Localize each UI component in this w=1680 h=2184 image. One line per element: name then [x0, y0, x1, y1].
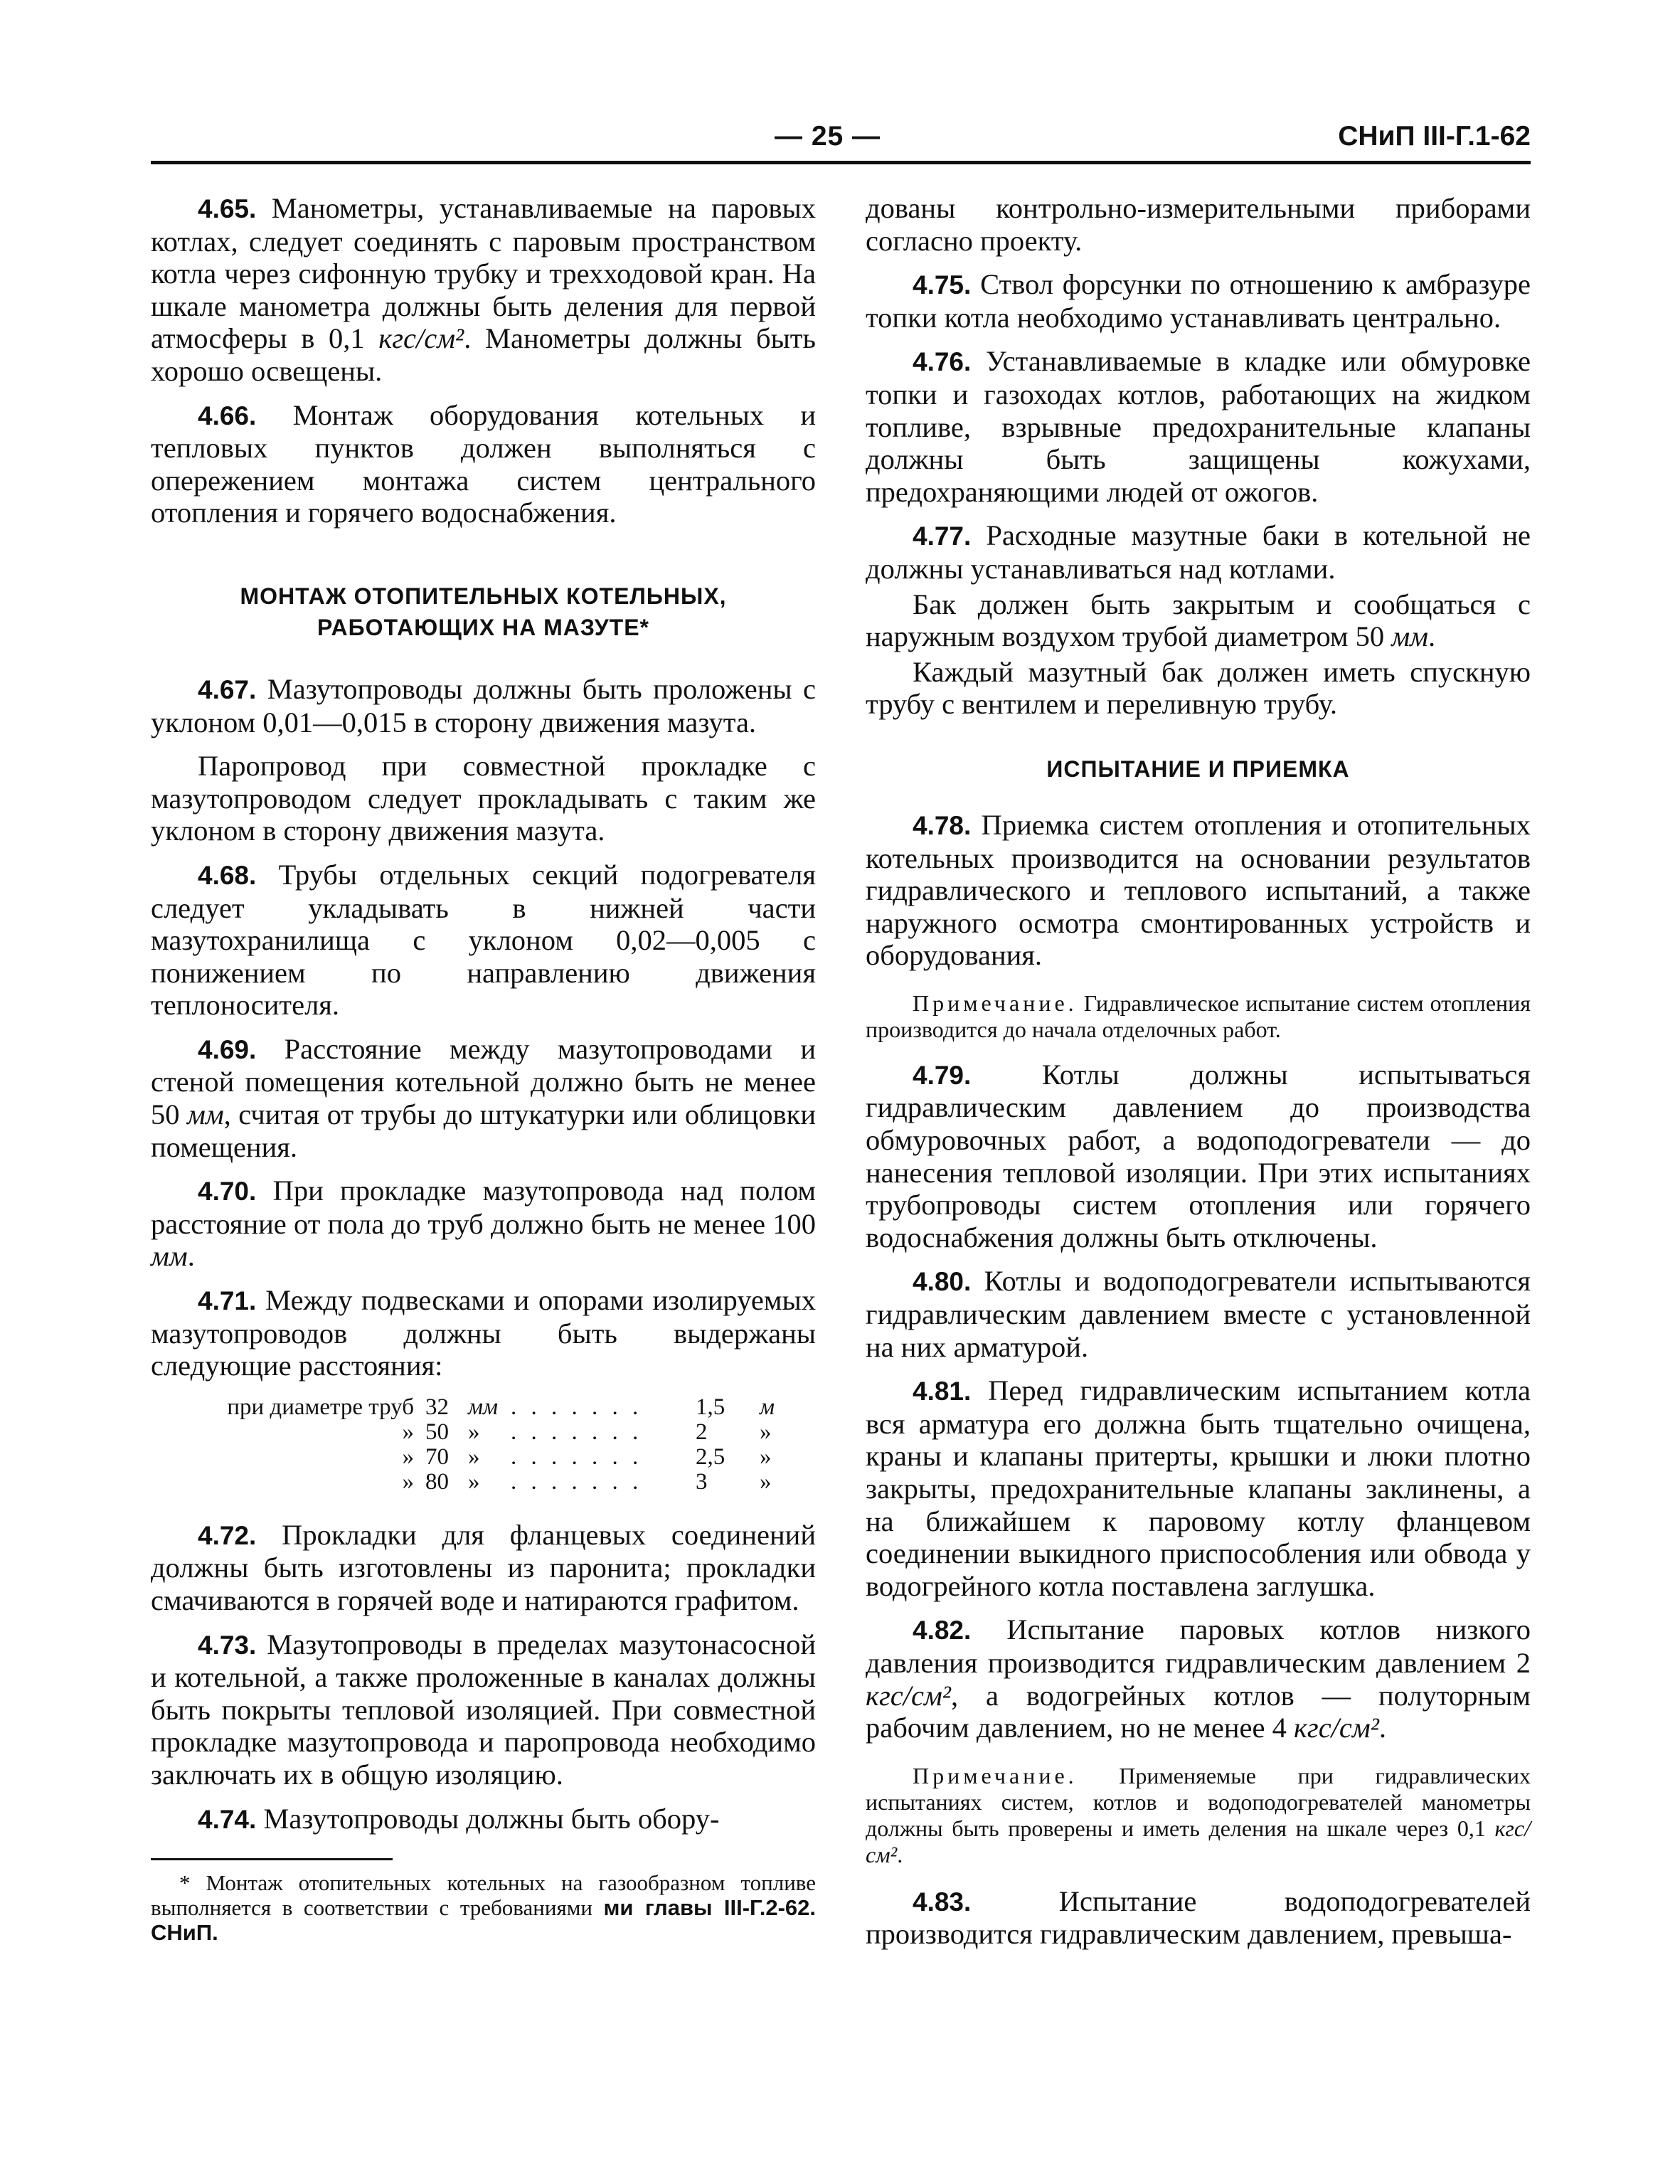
page-header: [151, 107, 1531, 157]
footnote: * Монтаж отопительных котельных на газообразном топливе выполняется в соответствии с требованиями ми главы III-Г.2-62. СНиП.: [151, 1870, 816, 1946]
paragraph-4-77-c: Каждый мазутный бак должен иметь спускную трубу с вентилем и переливную трубу.: [866, 655, 1531, 721]
table-row: при диаметре труб 32 мм . . . . . . . 1,5 м: [227, 1394, 775, 1420]
paragraph-4-74: 4.74. Мазутопроводы должны быть обору-: [198, 1802, 720, 1835]
paragraph-4-74-continued: дованы контрольно-измерительными приборами согласно проекту.: [866, 192, 1531, 257]
document-code: СНиП III-Г.1-62: [1338, 121, 1531, 152]
paragraph-4-78: 4.78. Приемка систем отопления и отопительных котельных производится на основании результатов гидравлического и теплового испытаний, а также наружного осмотра смонтированных устройств и оборудования.: [866, 808, 1531, 972]
paragraph-4-80: 4.80. Котлы и водоподогреватели испытываются гидравлическим давлением вместе с установленной на них арматурой.: [866, 1265, 1531, 1363]
paragraph-4-66: 4.66. Монтаж оборудования котельных и тепловых пунктов должен выполняться с опережением монтажа систем центрального отопления и горячего водоснабжения.: [151, 398, 817, 529]
paragraph-4-79: 4.79. Котлы должны испытываться гидравлическим давлением до производства обмуровочных работ, а водоподогреватели — до нанесения тепловой изоляции. При этих испытаниях трубопроводы систем отопления или горячего водоснабжения должны быть отключены.: [866, 1058, 1531, 1253]
footnote-rule: [151, 1858, 393, 1860]
note-manometers: Примечание. Применяемые при гидравлических испытаниях систем, котлов и водоподогревателей манометры должны быть проверены и иметь деления на шкале через 0,1 кгс/см².: [866, 1762, 1531, 1867]
paragraph-4-70: 4.70. При прокладке мазутопровода над полом расстояние от пола до труб должно быть не менее 100 мм.: [151, 1175, 817, 1273]
table-row: » 80 » . . . . . . . 3 »: [402, 1468, 772, 1495]
section-heading-mazut: МОНТАЖ ОТОПИТЕЛЬНЫХ КОТЕЛЬНЫХ, РАБОТАЮЩИХ НА МАЗУТЕ*: [240, 583, 727, 640]
table-row: » 70 » . . . . . . . 2,5 »: [402, 1443, 772, 1470]
paragraph-4-82: 4.82. Испытание паровых котлов низкого давления производится гидравлическим давлением 2 кгс/см², а водогрейных котлов — полуторным рабочим давлением, но не менее 4 кгс/см².: [866, 1613, 1531, 1744]
paragraph-4-65: 4.65. Манометры, устанавливаемые на паровых котлах, следует соединять с паровым пространством котла через сифонную трубку и трехходовой кран. На шкале манометра должны быть деления для первой атмосферы в 0,1 кгс/см². Манометры должны быть хорошо освещены.: [151, 192, 817, 387]
paragraph-4-71: 4.71. Между подвесками и опорами изолируемых мазутопроводов должны быть выдержаны следующие расстояния:: [151, 1284, 816, 1382]
paragraph-4-81: 4.81. Перед гидравлическим испытанием котла вся арматура его должна быть тщательно очищена, краны и клапаны притерты, крышки и люки плотно закрыты, предохранительные клапаны заклинены, а на ближайшем к паровому котлу фланцевом соединении выкидного приспособления или обвода у водогрейного котла поставлена заглушка.: [866, 1374, 1531, 1602]
page-number: — 25 —: [775, 121, 881, 152]
paragraph-4-76: 4.76. Устанавливаемые в кладке или обмуровке топки и газоходах котлов, работающих на жидком топливе, взрывные предохранительные клапаны должны быть защищены кожухами, предохраняющими людей от ожогов.: [866, 345, 1531, 508]
paragraph-4-69: 4.69. Расстояние между мазутопроводами и стеной помещения котельной должно быть не менее 50 мм, считая от трубы до штукатурки или облицовки помещения.: [151, 1032, 817, 1163]
right-column: [866, 192, 1531, 1951]
paragraph-4-77: 4.77. Расходные мазутные баки в котельной не должны устанавливаться над котлами.: [866, 519, 1531, 585]
paragraph-4-67-b: Паропровод при совместной прокладке с мазутопроводом следует прокладывать с таким же уклоном в сторону движения мазута.: [151, 750, 816, 847]
paragraph-4-72: 4.72. Прокладки для фланцевых соединений должны быть изготовлены из паронита; прокладки смачиваются в горячей воде и натираются графитом.: [151, 1518, 816, 1616]
paragraph-4-83: 4.83. Испытание водоподогревателей производится гидравлическим давлением, превыша-: [866, 1885, 1531, 1951]
paragraph-4-68: 4.68. Трубы отдельных секций подогревателя следует укладывать в нижней части мазутохранилища с уклоном 0,02—0,005 с понижением по направлению движения теплоносителя.: [151, 858, 816, 1022]
section-heading-testing: ИСПЫТАНИЕ И ПРИЕМКА: [1046, 756, 1350, 782]
table-row: » 50 » . . . . . . . 2 »: [402, 1419, 772, 1445]
paragraph-4-73: 4.73. Мазутопроводы в пределах мазутонасосной и котельной, а также проложенные в каналах должны быть покрыты тепловой изоляцией. При совместной прокладке мазутопровода и паропровода необходимо заключать их в общую изоляцию.: [151, 1628, 816, 1791]
paragraph-4-75: 4.75. Ствол форсунки по отношению к амбразуре топки котла необходимо устанавливать центрально.: [866, 268, 1531, 334]
left-column: [151, 192, 816, 1945]
pipe-spacing-table: [165, 1395, 788, 1495]
paragraph-4-67: 4.67. Мазутопроводы должны быть проложены с уклоном 0,01—0,015 в сторону движения мазута.: [151, 672, 817, 738]
header-rule: [151, 161, 1531, 164]
paragraph-4-77-b: Бак должен быть закрытым и сообщаться с наружным воздухом трубой диаметром 50 мм.: [866, 588, 1531, 653]
note-hydraulic-test: Примечание. Гидравлическое испытание систем отопления производится до начала отделочных работ.: [866, 990, 1531, 1042]
